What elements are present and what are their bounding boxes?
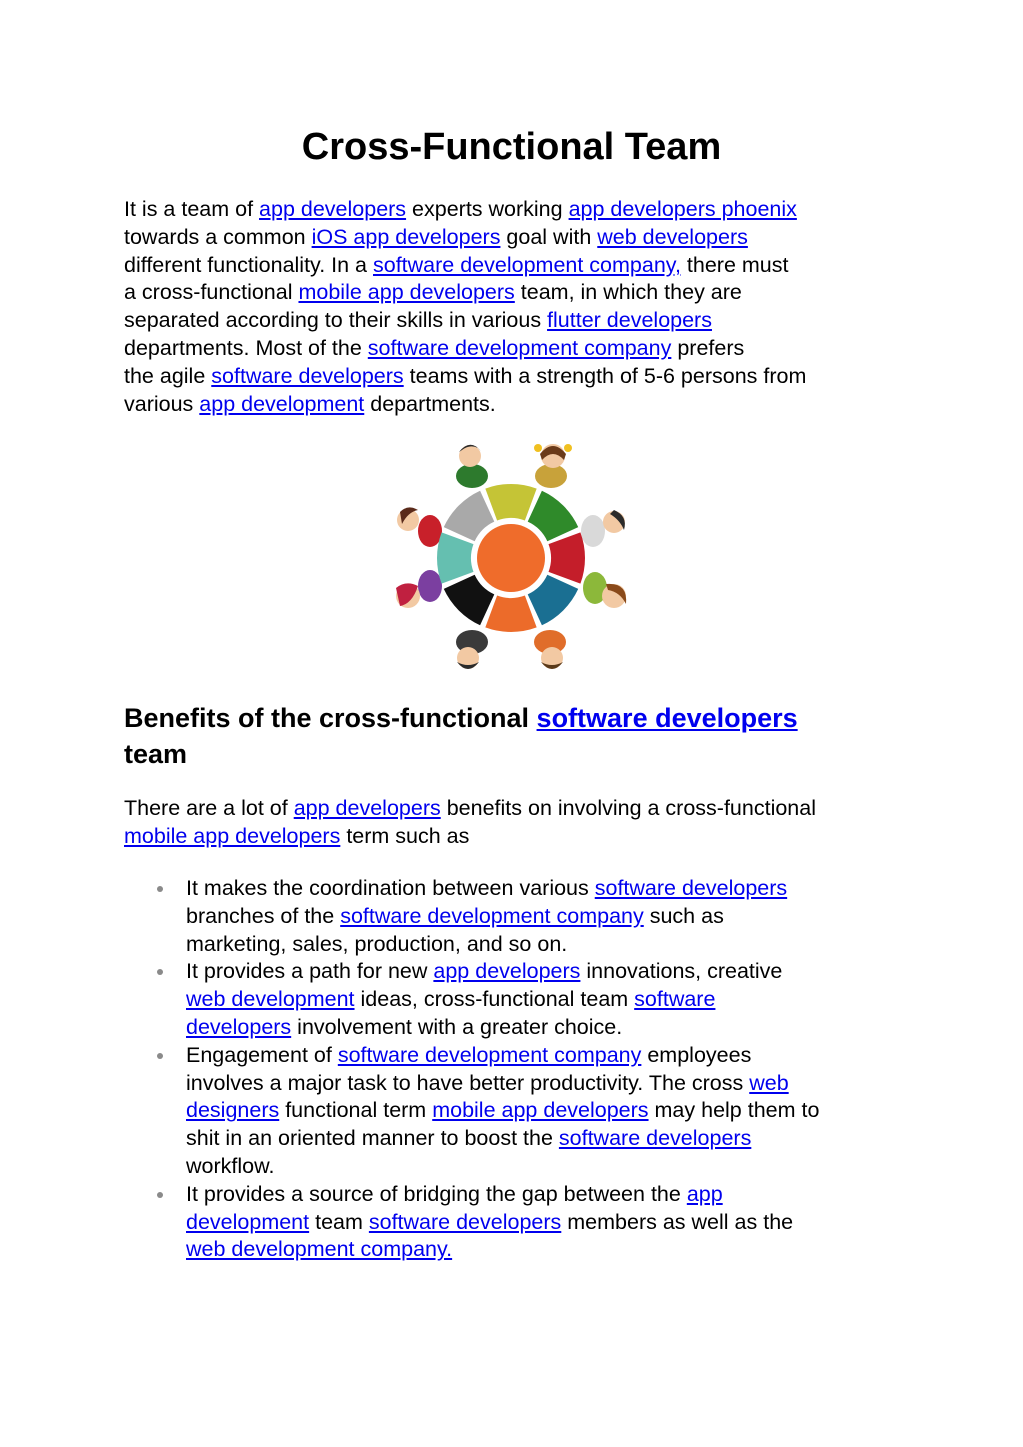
- inline-link[interactable]: app: [686, 1181, 723, 1206]
- text-run: involves a major task to have better productivity. The cross: [186, 1070, 750, 1095]
- bullet-dot-icon: [157, 1053, 163, 1059]
- text-run: It makes the coordination between various: [186, 876, 595, 900]
- inline-link[interactable]: software development company: [367, 335, 672, 360]
- inline-link[interactable]: web: [749, 1070, 789, 1095]
- text-run: teams with a strength of 5-6 persons from: [403, 363, 807, 388]
- text-run: It provides a source of bridging the gap between the: [186, 1181, 687, 1206]
- inline-link[interactable]: flutter developers: [547, 308, 712, 333]
- text-run: shit in an oriented manner to boost the: [186, 1126, 559, 1151]
- inline-link[interactable]: mobile app developers: [124, 823, 341, 848]
- inline-link[interactable]: web development: [186, 987, 355, 1012]
- text-run: prefers: [671, 335, 745, 360]
- inline-link[interactable]: app developers: [433, 959, 581, 984]
- benefit-item: [124, 1181, 914, 1264]
- text-run: workflow.: [186, 1153, 275, 1178]
- table-segment: [528, 491, 579, 542]
- benefit-item: [124, 875, 914, 958]
- table-segment: [528, 575, 579, 626]
- table-segment: [549, 532, 585, 583]
- table-segment: [437, 532, 473, 583]
- inline-link[interactable]: development: [186, 1209, 310, 1234]
- text-run: various: [124, 391, 200, 416]
- text-run: involvement with a greater choice.: [291, 1014, 623, 1039]
- inline-link[interactable]: web developers: [597, 224, 748, 249]
- inline-link[interactable]: app developers: [293, 796, 441, 820]
- section-heading-tail: team: [124, 739, 188, 769]
- text-run: separated according to their skills in various: [124, 308, 548, 333]
- inline-link[interactable]: software development company,: [373, 252, 681, 277]
- inline-link[interactable]: software development company: [340, 903, 644, 928]
- inline-link[interactable]: mobile app developers: [432, 1098, 649, 1123]
- inline-link[interactable]: app developers: [259, 197, 407, 221]
- table-segment: [444, 575, 495, 626]
- text-run: innovations, creative: [580, 959, 783, 984]
- table-segment: [485, 484, 536, 520]
- section-heading-text: Benefits of the cross-functional: [124, 703, 537, 733]
- text-run: Engagement of: [186, 1042, 338, 1067]
- table-segment: [485, 596, 536, 632]
- inline-link[interactable]: software developers: [594, 876, 788, 900]
- text-run: the agile: [124, 363, 212, 388]
- team-circle-illustration: [388, 436, 634, 678]
- text-run: a cross-functional: [124, 280, 299, 305]
- inline-link[interactable]: web development company.: [186, 1237, 453, 1262]
- text-run: marketing, sales, production, and so on.: [186, 931, 568, 956]
- inline-link[interactable]: software developers: [211, 363, 404, 388]
- text-run: goal with: [500, 224, 598, 249]
- person-top-right: [534, 444, 572, 488]
- person-top-left: [456, 445, 488, 488]
- lead-paragraph: [124, 795, 924, 851]
- inline-link[interactable]: designers: [186, 1098, 280, 1123]
- text-run: team: [309, 1209, 369, 1234]
- text-run: towards a common: [124, 224, 312, 249]
- person-left-bottom: [396, 570, 442, 608]
- intro-paragraph: [124, 196, 914, 418]
- inline-link[interactable]: software developers: [368, 1209, 562, 1234]
- person-bottom-left: [456, 630, 488, 669]
- inline-link[interactable]: software developers: [558, 1126, 752, 1151]
- inline-link[interactable]: software development company: [337, 1042, 642, 1067]
- text-run: It is a team of: [124, 197, 260, 221]
- section-heading-link[interactable]: software developers: [536, 703, 798, 733]
- text-run: benefits on involving a cross-functional: [440, 796, 816, 820]
- person-right-bottom: [583, 572, 626, 608]
- text-run: may help them to: [648, 1098, 820, 1123]
- page-title: Cross-Functional Team: [301, 126, 722, 168]
- inline-link[interactable]: mobile app developers: [298, 280, 515, 305]
- person-left-top: [397, 507, 442, 547]
- person-bottom-right: [534, 630, 566, 669]
- text-run: departments.: [364, 391, 496, 416]
- benefit-item: [124, 1042, 914, 1181]
- benefits-list: [124, 875, 914, 1264]
- text-run: members as well as the: [561, 1209, 794, 1234]
- text-run: team, in which they are: [514, 280, 742, 305]
- text-run: There are a lot of: [124, 796, 294, 820]
- person-right-top: [581, 510, 625, 547]
- text-run: ideas, cross-functional team: [354, 987, 635, 1012]
- text-run: such as: [643, 903, 724, 928]
- bullet-dot-icon: [157, 969, 163, 975]
- bullet-dot-icon: [157, 1192, 163, 1198]
- text-run: experts working: [406, 197, 569, 221]
- text-run: term such as: [340, 823, 470, 848]
- text-run: It provides a path for new: [186, 959, 434, 984]
- text-run: employees: [641, 1042, 752, 1067]
- table-center: [477, 524, 545, 592]
- text-run: branches of the: [186, 903, 341, 928]
- table-segment: [444, 491, 495, 542]
- benefit-item: [124, 958, 914, 1041]
- inline-link[interactable]: app development: [199, 391, 365, 416]
- inline-link[interactable]: iOS app developers: [311, 224, 501, 249]
- inline-link[interactable]: software: [634, 987, 716, 1012]
- text-run: functional term: [279, 1098, 433, 1123]
- inline-link[interactable]: app developers phoenix: [568, 197, 797, 221]
- text-run: different functionality. In a: [124, 252, 373, 277]
- inline-link[interactable]: developers: [186, 1014, 292, 1039]
- section-heading: [124, 700, 914, 772]
- bullet-dot-icon: [157, 886, 163, 892]
- text-run: there must: [680, 252, 789, 277]
- text-run: departments. Most of the: [124, 335, 368, 360]
